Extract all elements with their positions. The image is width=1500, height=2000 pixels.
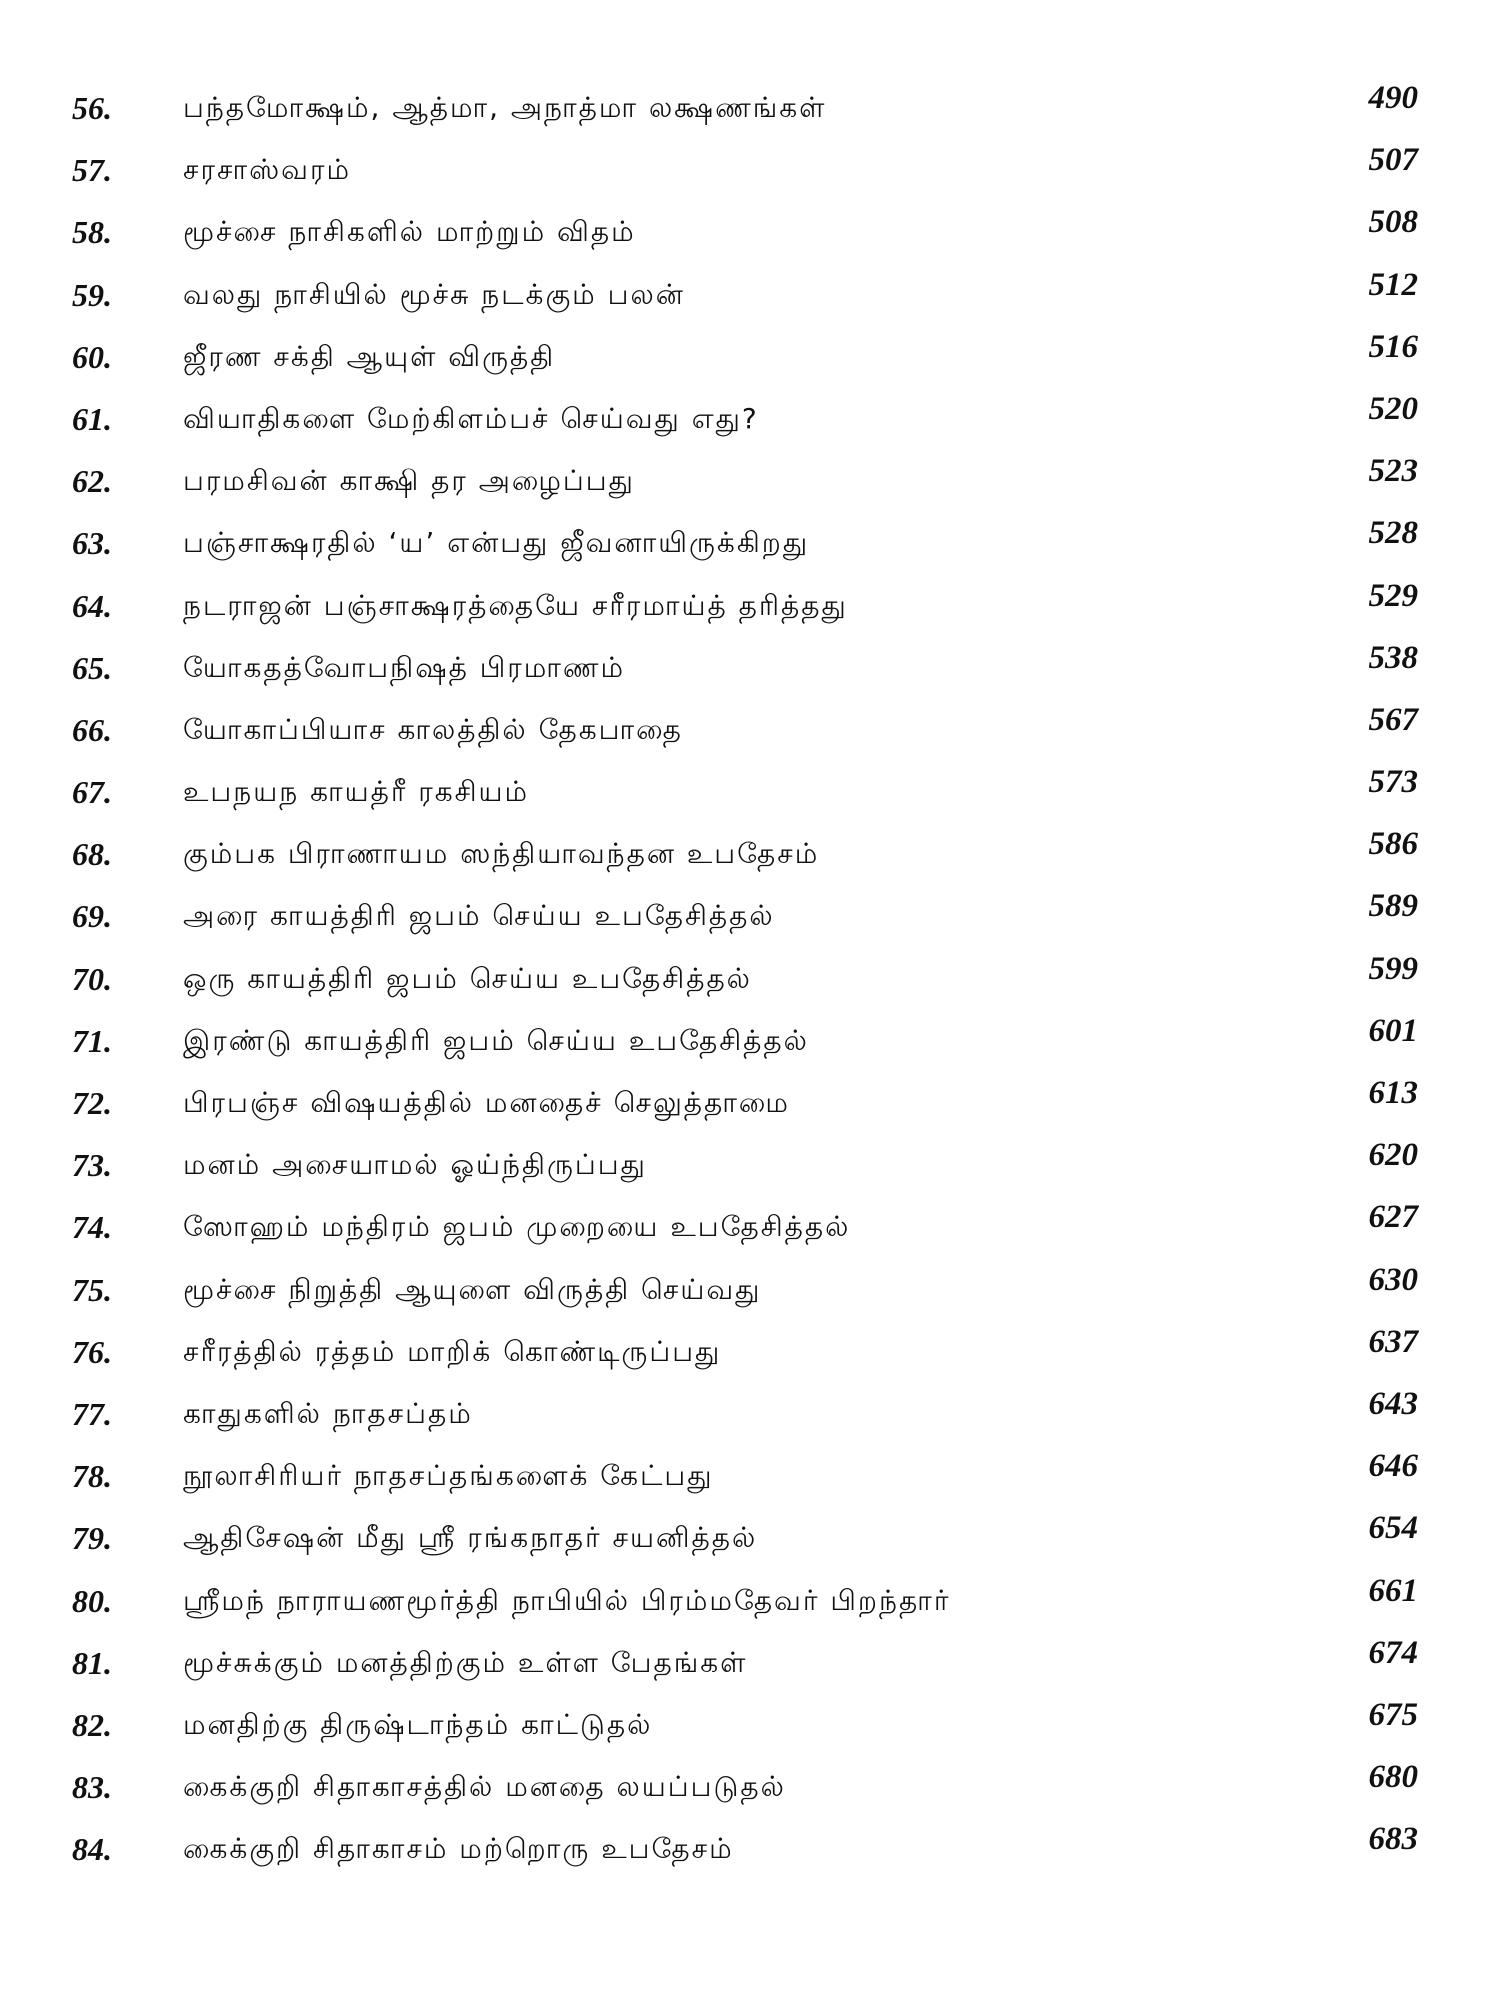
entry-title: ஜீரண சக்தி ஆயுள் விருத்தி [183,339,556,373]
toc-entry [0,701,1500,772]
entry-page-number: 490 [1368,80,1418,116]
entry-number: 67. [72,774,112,811]
entry-title: நூலாசிரியர் நாதசப்தங்களைக் கேட்பது [183,1459,714,1493]
entry-title: மனம் அசையாமல் ஓய்ந்திருப்பது [183,1148,647,1182]
entry-number: 60. [72,338,112,375]
entry-page-number: 599 [1368,950,1418,987]
entry-title: சரசாஸ்வரம் [183,153,351,187]
entry-title: ஸோஹம் மந்திரம் ஜபம் முறையை உபதேசித்தல் [183,1210,851,1244]
entry-number: 70. [72,960,112,997]
toc-entry [0,1199,1500,1269]
toc-entry [0,950,1500,1021]
entry-page-number: 601 [1368,1012,1418,1049]
entry-title: உபநயந காயத்ரீ ரகசியம் [183,775,530,809]
entry-number: 59. [72,276,112,313]
toc-entry [0,453,1500,523]
entry-page-number: 589 [1368,888,1418,925]
entry-title: சரீரத்தில் ரத்தம் மாறிக் கொண்டிருப்பது [183,1334,722,1368]
entry-page-number: 573 [1368,764,1418,801]
entry-number: 69. [72,898,112,935]
entry-title: வியாதிகளை மேற்கிளம்பச் செய்வது எது? [183,401,759,435]
entry-number: 56. [72,90,112,126]
toc-entry [0,266,1500,337]
entry-page-number: 586 [1368,826,1418,863]
entry-number: 76. [72,1333,112,1370]
toc-entry [0,1448,1500,1518]
entry-number: 74. [72,1209,112,1246]
toc-entry [0,1821,1500,1891]
entry-page-number: 567 [1368,701,1418,738]
toc-entry [0,826,1500,896]
toc-entry [0,515,1500,585]
entry-page-number: 523 [1368,453,1418,490]
entry-number: 66. [72,711,112,748]
entry-title: பரமசிவன் காக்ஷி தர அழைப்பது [183,464,635,498]
toc-entry [0,639,1500,710]
toc-entry [0,204,1500,274]
entry-title: மூச்சை நாசிகளில் மாற்றும் விதம் [183,215,636,249]
entry-page-number: 674 [1368,1634,1418,1671]
entry-page-number: 646 [1368,1448,1418,1485]
entry-page-number: 538 [1368,639,1418,676]
entry-title: மனதிற்கு திருஷ்டாந்தம் காட்டுதல் [183,1707,653,1741]
entry-number: 58. [72,214,112,251]
entry-page-number: 630 [1368,1261,1418,1298]
entry-number: 79. [72,1520,112,1557]
entry-title: பஞ்சாக்ஷரதில் ‘ய’ என்பது ஜீவனாயிருக்கிறது [183,526,810,560]
toc-entry [0,1012,1500,1083]
entry-page-number: 613 [1368,1075,1418,1111]
entry-number: 63. [72,525,112,562]
entry-page-number: 528 [1368,515,1418,552]
entry-page-number: 637 [1368,1323,1418,1360]
toc-entry [0,1634,1500,1705]
entry-title: பிரபஞ்ச விஷயத்தில் மனதைச் செலுத்தாமை [183,1086,790,1119]
entry-number: 62. [72,463,112,500]
entry-page-number: 643 [1368,1385,1418,1422]
table-of-contents [0,80,1500,1891]
entry-page-number: 654 [1368,1510,1418,1547]
entry-title: மூச்சுக்கும் மனத்திற்கும் உள்ள பேதங்கள் [183,1645,748,1679]
toc-entry [0,80,1500,150]
toc-entry [0,1572,1500,1643]
entry-number: 68. [72,836,112,873]
entry-number: 83. [72,1769,112,1806]
entry-number: 78. [72,1458,112,1495]
toc-entry [0,142,1500,212]
entry-page-number: 627 [1368,1199,1418,1236]
entry-number: 80. [72,1582,112,1619]
entry-title: காதுகளில் நாதசப்தம் [183,1396,473,1430]
entry-number: 81. [72,1644,112,1681]
entry-title: கைக்குறி சிதாகாசத்தில் மனதை லயப்படுதல் [183,1770,786,1804]
entry-number: 71. [72,1022,112,1059]
entry-title: யோகாப்பியாச காலத்தில் தேகபாதை [183,712,683,746]
entry-number: 61. [72,400,112,437]
entry-title: யோகதத்வோபநிஷத் பிரமாணம் [183,650,626,684]
toc-entry [0,328,1500,399]
entry-title: அரை காயத்திரி ஜபம் செய்ய உபதேசித்தல் [183,899,775,933]
entry-title: இரண்டு காயத்திரி ஜபம் செய்ய உபதேசித்தல் [183,1023,809,1057]
entry-page-number: 661 [1368,1572,1418,1609]
toc-entry [0,577,1500,648]
entry-number: 84. [72,1831,112,1868]
entry-number: 64. [72,587,112,624]
toc-entry [0,1075,1500,1145]
entry-number: 65. [72,649,112,686]
toc-entry [0,1385,1500,1456]
entry-number: 75. [72,1271,112,1308]
toc-entry [0,1137,1500,1207]
entry-page-number: 675 [1368,1696,1418,1733]
toc-entry [0,1759,1500,1829]
entry-page-number: 683 [1368,1821,1418,1858]
entry-number: 72. [72,1085,112,1121]
entry-page-number: 508 [1368,204,1418,241]
toc-entry [0,1323,1500,1394]
entry-page-number: 512 [1368,266,1418,303]
entry-title: நடராஜன் பஞ்சாக்ஷரத்தையே சரீரமாய்த் தரித்தது [183,588,848,622]
entry-title: கைக்குறி சிதாகாசம் மற்றொரு உபதேசம் [183,1832,734,1866]
entry-page-number: 516 [1368,328,1418,365]
entry-title: கும்பக பிராணாயம ஸந்தியாவந்தன உபதேசம் [183,837,820,871]
toc-entry [0,390,1500,461]
entry-title: மூச்சை நிறுத்தி ஆயுளை விருத்தி செய்வது [183,1272,762,1306]
entry-page-number: 680 [1368,1759,1418,1796]
entry-title: வலது நாசியில் மூச்சு நடக்கும் பலன் [183,277,685,311]
entry-number: 82. [72,1706,112,1743]
entry-title: பந்தமோக்ஷம், ஆத்மா, அநாத்மா லக்ஷணங்கள் [183,91,827,124]
toc-entry [0,1696,1500,1767]
entry-number: 73. [72,1147,112,1184]
entry-title: ஆதிசேஷன் மீது ஸ்ரீ ரங்கநாதர் சயனித்தல் [183,1521,758,1555]
toc-entry [0,1261,1500,1332]
entry-number: 77. [72,1395,112,1432]
entry-page-number: 507 [1368,142,1418,179]
entry-page-number: 520 [1368,390,1418,427]
toc-entry [0,764,1500,834]
toc-entry [0,1510,1500,1580]
entry-page-number: 529 [1368,577,1418,614]
entry-title: ஒரு காயத்திரி ஜபம் செய்ய உபதேசித்தல் [183,961,752,995]
entry-title: ஸ்ரீமந் நாராயணமூர்த்தி நாபியில் பிரம்மதேவர் பிறந்தார் [183,1583,951,1617]
entry-page-number: 620 [1368,1137,1418,1174]
entry-number: 57. [72,152,112,189]
toc-entry [0,888,1500,958]
